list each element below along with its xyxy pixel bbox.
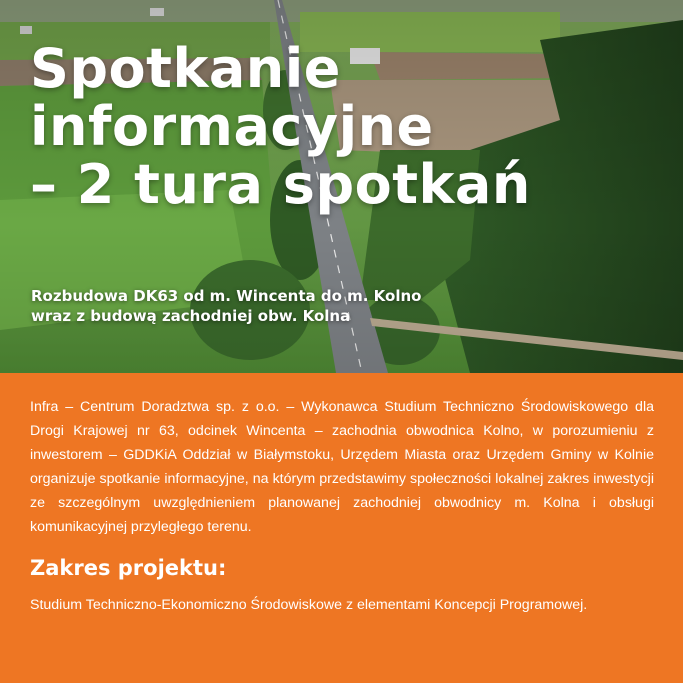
title-line-1: Spotkanie [30, 37, 341, 100]
subtitle-line-2: wraz z budową zachodniej obw. Kolna [31, 307, 351, 325]
poster-title [30, 37, 531, 216]
title-line-3: – 2 tura spotkań [30, 153, 531, 216]
scope-heading: Zakres projektu: [30, 556, 227, 580]
subtitle-line-1: Rozbudowa DK63 od m. Wincenta do m. Kolno [31, 287, 422, 305]
title-line-2: informacyjne [30, 95, 434, 158]
poster-subtitle [31, 286, 421, 326]
scope-paragraph: Studium Techniczno-Ekonomiczno Środowiskowe z elementami Koncepcji Programowej. [30, 597, 588, 613]
intro-paragraph: Infra – Centrum Doradztwa sp. z o.o. – Wykonawca Studium Techniczno Środowiskowego dla Drogi Krajowej nr 63, odcinek Wincenta – zachodnia obwodnica Kolno, w porozumieniu z inwestorem – GDDKiA Oddział w Białymstoku, Urzędem Miasta oraz Urzędem Gminy w Kolnie organizuje spotkanie informacyjne, na którym przedstawimy społeczności lokalnej zakres inwestycji ze szczególnym uwzględnieniem planowanej zachodniej obwodnicy m. Kolna i obsługi komunikacyjnej przyległego terenu. [30, 399, 654, 535]
info-section [30, 373, 654, 617]
